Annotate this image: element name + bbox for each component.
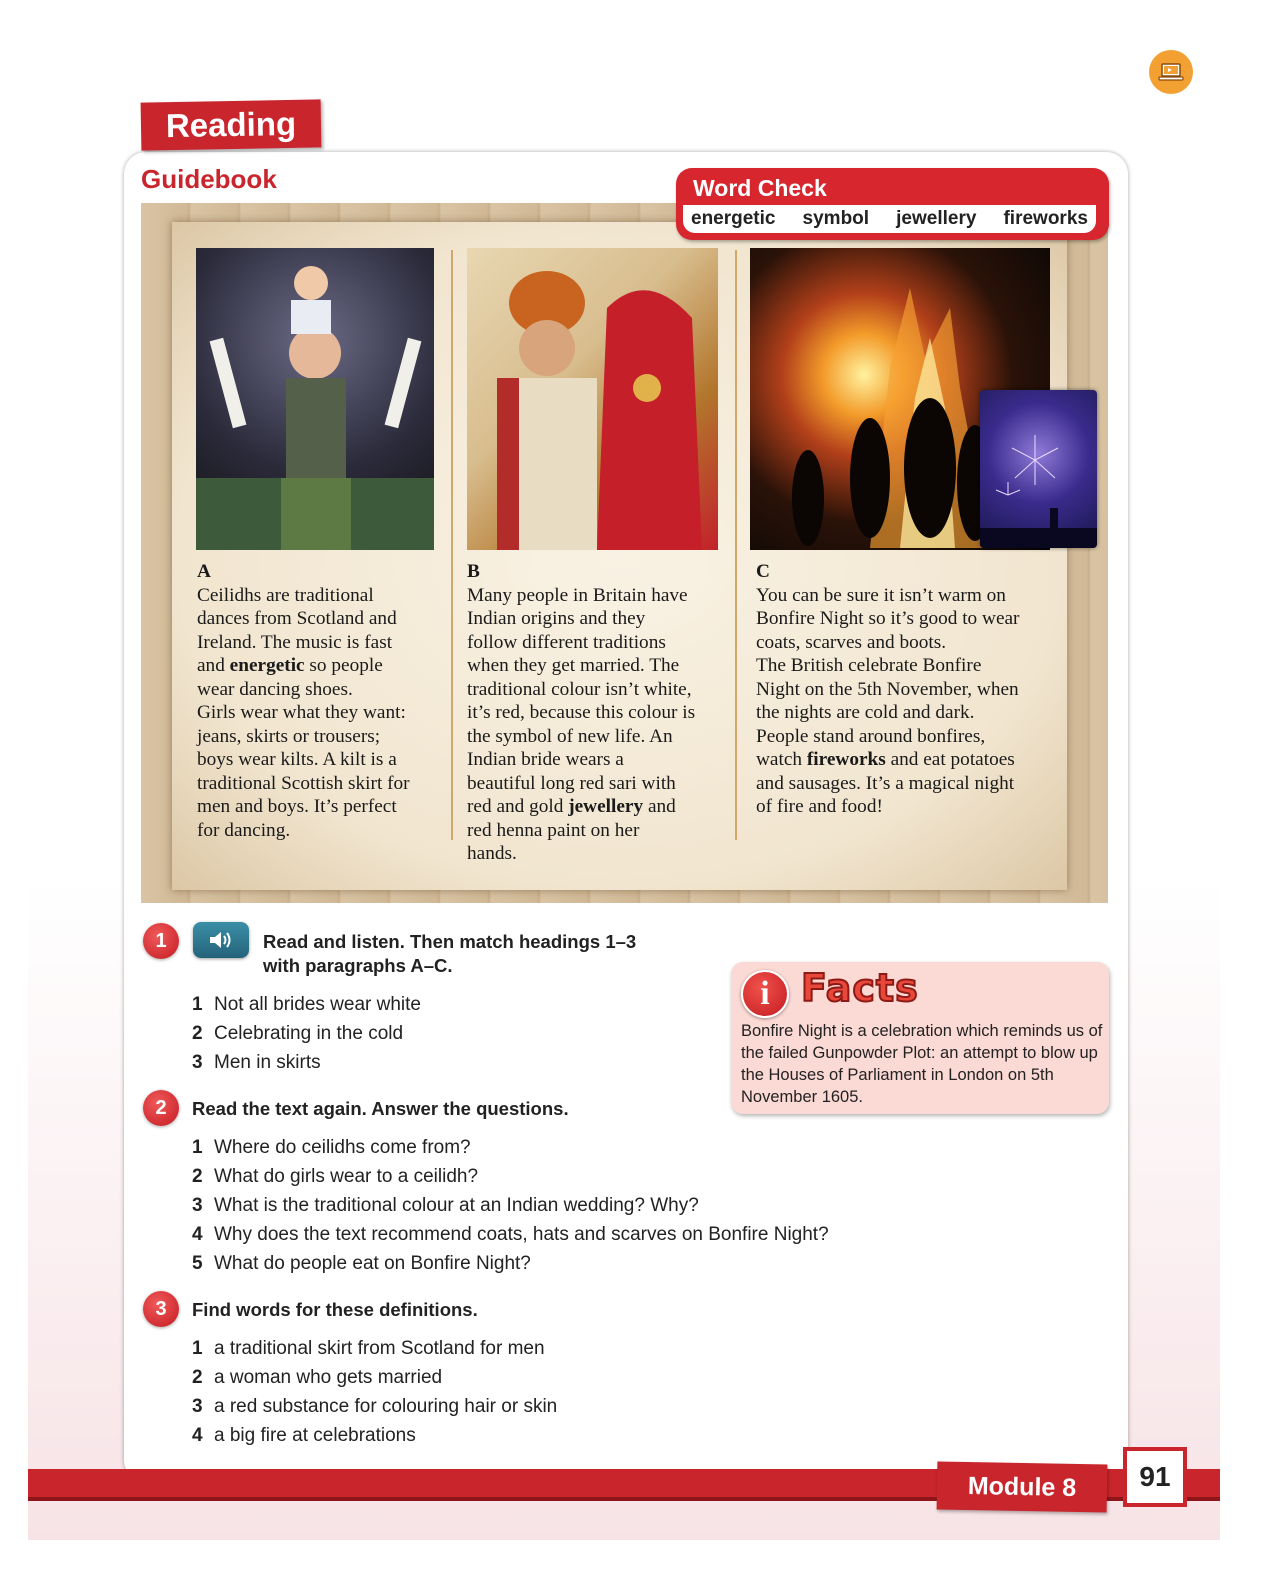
word-check-word: symbol [802,208,870,229]
list-item: 1 Where do ceilidhs come from? [192,1137,471,1158]
word-check-box [676,168,1109,240]
paragraph-text: Ceilidhs are traditional dances from Scotland and Ireland. The music is fast and energetic so people wear dancing shoes. Girls wear what they want: jeans, skirts or trousers; boys wear kilts. A kilt is a traditional Scottish skirt for men and boys. It’s perfect for dancing. [197,584,410,841]
instruction-line: with paragraphs A–C. [263,955,453,976]
paragraph-text: You can be sure it isn’t warm on Bonfire Night so it’s good to wear coats, scarves and boots. The British celebrate Bonfire Night on the 5th November, when the nights are cold and dark. People stand around bonfires, watch fireworks and eat potatoes and sausages. It’s a magical night of fire and food! [756,584,1020,817]
list-item: 3 a red substance for colouring hair or skin [192,1396,558,1417]
paragraph-c [756,560,1066,819]
page-number: 91 [1123,1447,1187,1507]
laptop-icon[interactable] [1149,50,1193,94]
list-item: 1 Not all brides wear white [192,994,421,1015]
paragraph-a [197,560,437,842]
list-item: 3 Men in skirts [192,1052,321,1073]
exercise-list [192,1133,829,1278]
list-item: 4 Why does the text recommend coats, hats and scarves on Bonfire Night? [192,1224,829,1245]
list-item: 4 a big fire at celebrations [192,1425,416,1446]
exercise-number: 3 [143,1291,179,1327]
facts-box [731,962,1109,1114]
section-tab: Reading [141,99,322,150]
facts-text: Bonfire Night is a celebration which reminds us of the failed Gunpowder Plot: an attempt to blow up the Houses of Parliament in London on 5th November 1605. [741,1022,1103,1106]
list-item: 5 What do people eat on Bonfire Night? [192,1253,531,1274]
paragraph-letter: B [467,561,480,582]
exercise-number: 1 [143,923,179,959]
word-check-title: Word Check [693,175,827,201]
word-check-word: energetic [691,208,776,229]
ceilidh-dancers-photo [196,248,434,550]
list-item: 2 What do girls wear to a ceilidh? [192,1166,479,1187]
audio-play-button[interactable] [193,922,249,958]
fireworks-inset-photo [980,390,1097,548]
speaker-icon [208,930,234,950]
exercise-list [192,1334,557,1450]
facts-title: Facts [801,966,919,1010]
instruction-line: Read and listen. Then match headings 1–3 [263,931,637,952]
indian-wedding-couple-photo [467,248,718,550]
paragraph-text: Many people in Britain have Indian origins and they follow different traditions when they get married. The traditional colour isn’t white, it’s red, because this colour is the symbol of new life. An Indian bride wears a beautiful long red sari with red and gold jewellery and red henna paint on her hands. [467,584,696,864]
word-check-list [683,205,1096,233]
exercise-instruction: Find words for these definitions. [192,1299,478,1320]
info-icon: i [741,970,789,1018]
column-divider [735,250,737,840]
paragraph-letter: A [197,561,211,582]
module-label: Module 8 [937,1462,1108,1513]
list-item: 1 a traditional skirt from Scotland for men [192,1338,545,1359]
list-item: 2 a woman who gets married [192,1367,443,1388]
column-divider [451,250,453,840]
list-item: 3 What is the traditional colour at an Indian wedding? Why? [192,1195,699,1216]
exercise-list [192,990,421,1077]
section-subtitle: Guidebook [141,164,277,194]
paragraph-b [467,560,727,866]
exercise-instruction [263,930,636,978]
paragraph-letter: C [756,561,770,582]
word-check-word: fireworks [1003,208,1088,229]
exercise-instruction: Read the text again. Answer the questions. [192,1098,569,1119]
list-item: 2 Celebrating in the cold [192,1023,404,1044]
exercise-number: 2 [143,1090,179,1126]
word-check-word: jewellery [896,208,977,229]
